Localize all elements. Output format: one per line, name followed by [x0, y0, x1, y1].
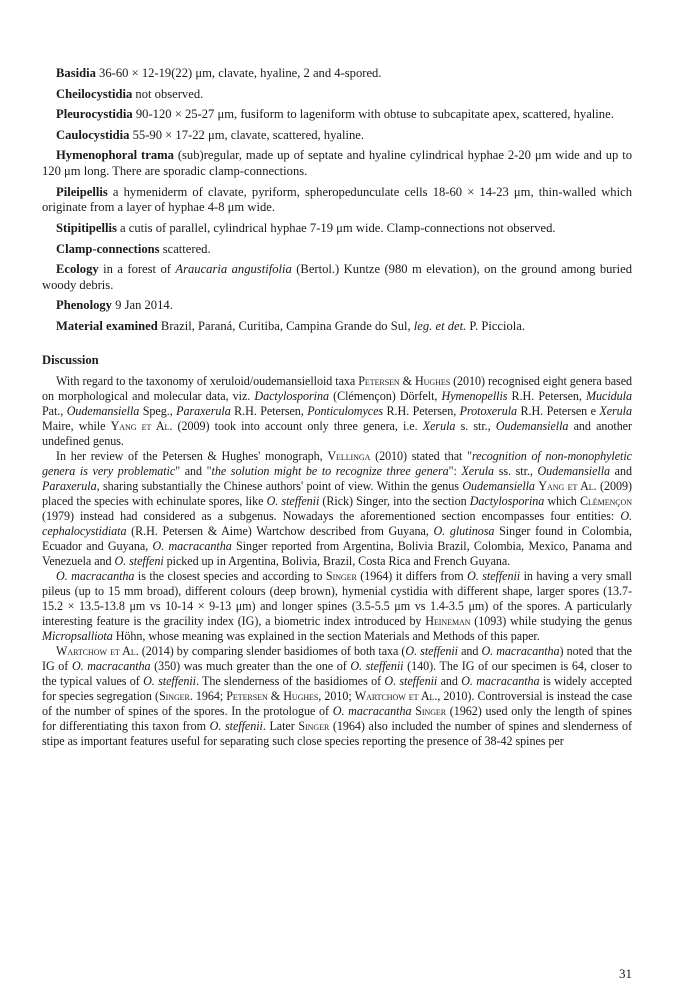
- text: (Clémençon) Dörfelt,: [328, 388, 442, 403]
- author-citation: Yang et Al.: [538, 478, 597, 493]
- taxon-name: O. macracantha: [152, 538, 232, 553]
- text: (1093) while studying the genus: [470, 613, 633, 628]
- discussion-paragraph-4: [42, 644, 632, 749]
- entry-text: not observed.: [132, 86, 204, 101]
- text: Höhn, whose meaning was explained in the section Materials and Methods of this paper.: [112, 628, 540, 643]
- taxon-name: Oudemansiella: [537, 463, 611, 478]
- text: Singer found in Colombia, Ecuador and Guyana,: [42, 523, 632, 553]
- caulocystidia-entry: [42, 128, 632, 144]
- taxon-name: Oudemansiella: [462, 478, 535, 493]
- text: picked up in Argentina, Bolivia, Brazil, Costa Rica and French Guyana.: [163, 553, 511, 568]
- discussion-paragraph-3: [42, 569, 632, 644]
- text: Speg.,: [139, 403, 177, 418]
- text: (1979) instead had considered as a subgenus. Nowadays the aforementioned section encompasses four entities:: [42, 508, 621, 523]
- text: (2010) recognised eight genera based on morphological and molecular data, viz.: [42, 373, 633, 403]
- term: Cheilocystidia: [56, 86, 133, 101]
- taxon-name: O. macracantha: [481, 643, 560, 658]
- text: (2010) stated that ": [370, 448, 472, 463]
- taxon-name: Xerula: [422, 418, 456, 433]
- text: , 2010;: [318, 688, 355, 703]
- ecology-entry: [42, 262, 632, 293]
- text: " and ": [175, 463, 212, 478]
- term: Material examined: [56, 319, 158, 334]
- entry-text: (sub)regular, made up of septate and hyaline cylindrical hyphae 2-20 μm wide and up to 120 μm long. There are sporadic clamp-connections.: [42, 148, 633, 179]
- clamp-connections-entry: [42, 242, 632, 258]
- cheilocystidia-entry: [42, 87, 632, 103]
- author-citation: Petersen & Hughes: [226, 688, 319, 703]
- text: (1964) also included the number of spines and slenderness of stipe as important features useful for separating such close species reporting the presence of 38-42 spines per: [42, 718, 632, 748]
- text: R.H. Petersen,: [507, 388, 587, 403]
- text: . The slenderness of the basidiomes of: [195, 673, 385, 688]
- entry-text: 9 Jan 2014.: [111, 298, 173, 313]
- taxon-name: Hymenopellis: [441, 388, 508, 403]
- term: Phenology: [56, 298, 112, 313]
- entry-text: 90-120 × 25-27 μm, fusiform to lageniform with obtuse to subcapitate apex, scattered, hyaline.: [132, 107, 614, 122]
- taxon-name: Dactylosporina: [469, 493, 545, 508]
- phenology-entry: [42, 298, 632, 314]
- text: Pat.,: [42, 403, 67, 418]
- taxon-name: Paraxerula: [42, 478, 97, 493]
- text: R.H. Petersen,: [230, 403, 308, 418]
- term: Pileipellis: [56, 184, 108, 199]
- entry-text: a cutis of parallel, cylindrical hyphae 7-19 μm wide. Clamp-connections not observed.: [116, 220, 556, 235]
- taxon-name: O. macracantha: [461, 673, 540, 688]
- author-citation: Wartchow et Al.: [56, 643, 139, 658]
- entry-text: P. Picciola.: [466, 319, 526, 334]
- taxon-name: Oudemansiella: [495, 418, 569, 433]
- taxon-name: Dactylosporina: [254, 388, 329, 403]
- hymenophoral-trama-entry: [42, 148, 632, 179]
- entry-text: (Bertol.) Kuntze (980 m elevation), on the ground among buried woody debris.: [42, 262, 632, 292]
- term: Hymenophoral trama: [56, 148, 174, 163]
- text: In her review of the Petersen & Hughes' monograph,: [56, 448, 328, 463]
- text: Singer reported from Argentina, Bolivia Brazil, Colombia, Mexico, Panama and Venezuela and: [42, 538, 632, 568]
- text: With regard to the taxonomy of xeruloid/oudemansielloid taxa: [56, 373, 359, 388]
- author-citation: Petersen & Hughes: [358, 373, 451, 388]
- term: Pleurocystidia: [56, 107, 133, 122]
- taxon-name: O. steffenii: [209, 718, 263, 733]
- taxon-name: Araucaria angustifolia: [175, 262, 292, 277]
- text: (2009) took into account only three genera, i.e.: [172, 418, 423, 433]
- quotation: recognition of non-monophyletic genera is very problematic: [42, 448, 632, 478]
- entry-text: in a forest of: [98, 262, 176, 277]
- quotation: the solution might be to recognize three genera: [211, 463, 449, 478]
- text: (1962) used only the length of spines for differentiating this taxon from: [42, 703, 632, 733]
- discussion-paragraph-1: [42, 374, 632, 449]
- pileipellis-entry: [42, 185, 632, 216]
- entry-text: a hymeniderm of clavate, pyriform, spheropedunculate cells 18-60 × 14-23 μm, thin-walled which originate from a layer of hyphae 4-8 μm wide.: [42, 184, 632, 215]
- text: and: [458, 643, 482, 658]
- page-body: [42, 66, 632, 749]
- entry-text: scattered.: [159, 241, 211, 256]
- taxon-name: O. steffenii: [143, 673, 196, 688]
- author-citation: Clémençon: [579, 493, 632, 508]
- text: and another undefined genus.: [42, 418, 632, 448]
- text: (140). The IG of our specimen is 64, closer to the typical values of: [42, 658, 632, 688]
- stipitipellis-entry: [42, 221, 632, 237]
- taxon-name: O. steffenii: [467, 568, 521, 583]
- text: and: [437, 673, 462, 688]
- text: , 2010). Controversial is instead the case of the number of spines of the spores. In the protologue of: [42, 688, 633, 718]
- text: is widely accepted for species segregation (: [42, 673, 632, 703]
- taxon-name: Ponticulomyces: [307, 403, 384, 418]
- term: Basidia: [56, 66, 96, 80]
- text: (2009) placed the species with echinulate spores, like: [42, 478, 632, 508]
- text: (R.H. Petersen & Aime) Wartchow described from Guyana,: [126, 523, 434, 538]
- text: s. str.,: [455, 418, 496, 433]
- text: (1964) it differs from: [356, 568, 468, 583]
- discussion-heading: Discussion: [42, 352, 99, 367]
- term: Ecology: [56, 262, 99, 277]
- taxon-name: Xerula: [461, 463, 495, 478]
- taxon-name: O. macracantha: [71, 658, 151, 673]
- author-citation: Singer: [325, 568, 357, 583]
- text: in having a very small pileus (up to 15 mm broad), different colours (deep brown), hymenial cystidia with different shape, larger spores (13.7-15.2 × 13.5-13.8 μm vs 10-14 × 9-13 μm) and longer spines (3.5-5.5 μm vs 1.4-3.5 μm) of the spores. A particularly interesting feature is the gracility index (IG), a biometric index introduced by: [42, 568, 632, 628]
- pleurocystidia-entry: [42, 107, 632, 123]
- text: (Rick) Singer, into the section: [319, 493, 470, 508]
- text: . Later: [262, 718, 299, 733]
- taxon-name: O. macracantha: [332, 703, 412, 718]
- text: R.H. Petersen,: [383, 403, 460, 418]
- taxon-name: Oudemansiella: [66, 403, 140, 418]
- text: which: [544, 493, 580, 508]
- taxon-name: O. cephalocystidiata: [42, 508, 632, 538]
- text: ":: [448, 463, 462, 478]
- taxon-name: O. macracantha: [56, 568, 135, 583]
- entry-text: Brazil, Paraná, Curitiba, Campina Grande do Sul,: [157, 319, 414, 334]
- author-citation: Singer: [158, 688, 190, 703]
- text: ) noted that the IG of: [42, 643, 632, 673]
- taxon-name: O. steffeni: [114, 553, 164, 568]
- author-citation: Singer: [415, 703, 447, 718]
- taxon-name: Xerula: [599, 403, 632, 418]
- taxon-name: O. steffenii: [384, 673, 438, 688]
- text: ss. str.,: [494, 463, 538, 478]
- discussion-paragraph-2: [42, 449, 632, 569]
- text: Maire, while: [42, 418, 111, 433]
- text: . 1964;: [189, 688, 227, 703]
- term: Clamp-connections: [56, 241, 160, 256]
- term: Stipitipellis: [56, 220, 117, 235]
- taxon-name: Paraxerula: [176, 403, 231, 418]
- page-number: 31: [619, 966, 632, 981]
- entry-text: 55-90 × 17-22 μm, clavate, scattered, hyaline.: [129, 127, 364, 142]
- text: is the closest species and according to: [134, 568, 326, 583]
- taxon-name: O. steffenii: [350, 658, 404, 673]
- material-examined-entry: [42, 319, 632, 335]
- text: (2014) by comparing slender basidiomes of both taxa (: [138, 643, 406, 658]
- author-citation: Vellinga: [327, 448, 371, 463]
- taxon-name: O. steffenii: [405, 643, 458, 658]
- entry-text: 36-60 × 12-19(22) μm, clavate, hyaline, 2 and 4-spored.: [95, 66, 382, 80]
- taxon-name: O. glutinosa: [433, 523, 495, 538]
- author-citation: Heineman: [425, 613, 471, 628]
- taxon-name: Micropsalliota: [42, 628, 113, 643]
- author-citation: Wartchow et Al.: [354, 688, 438, 703]
- author-citation: Yang et Al.: [110, 418, 173, 433]
- text: (350) was much greater than the one of: [150, 658, 351, 673]
- collector-note: leg. et det.: [413, 319, 467, 334]
- text: and: [610, 463, 632, 478]
- author-citation: Singer: [298, 718, 330, 733]
- text: , sharing substantially the Chinese authors' point of view. Within the genus: [96, 478, 463, 493]
- taxon-name: O. steffenii: [266, 493, 320, 508]
- taxon-name: Mucidula: [586, 388, 632, 403]
- basidia-entry: [42, 66, 632, 82]
- term: Caulocystidia: [56, 127, 130, 142]
- text: R.H. Petersen e: [517, 403, 600, 418]
- taxon-name: Protoxerula: [459, 403, 518, 418]
